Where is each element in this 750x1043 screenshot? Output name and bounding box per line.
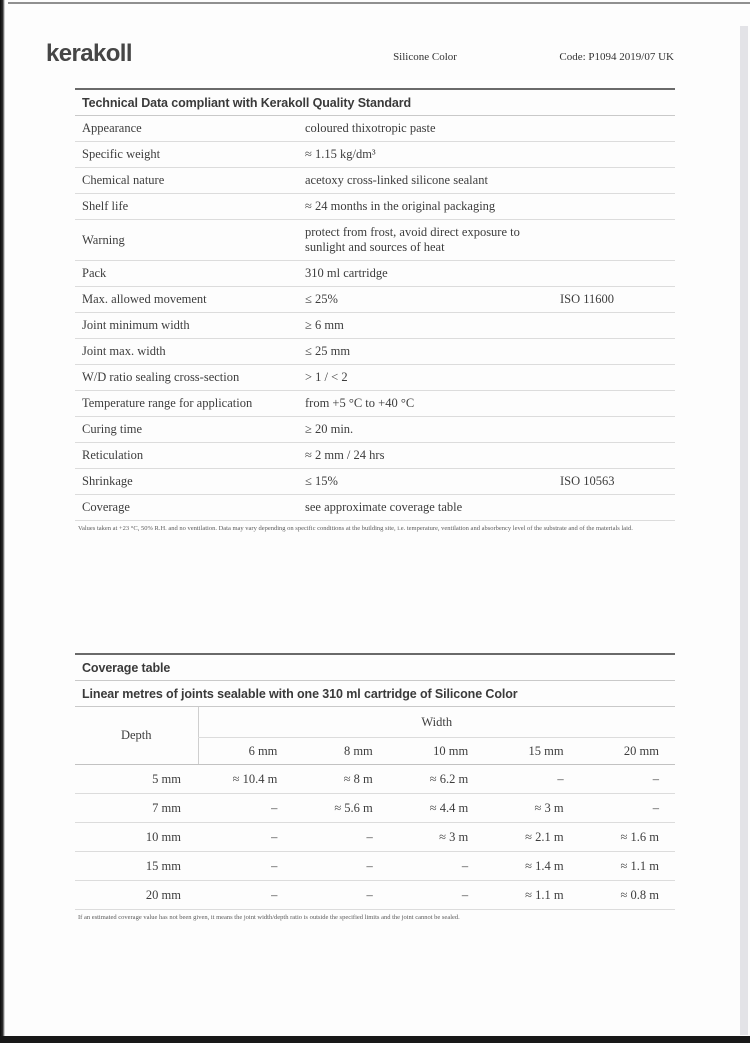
row-label: Reticulation [82, 448, 144, 462]
width-column-header: 20 mm [580, 738, 675, 765]
row-value: see approximate coverage table [305, 500, 463, 514]
depth-label: 7 mm [75, 794, 198, 823]
coverage-cell: ≈ 0.8 m [580, 881, 675, 910]
technical-data-title: Technical Data compliant with Kerakoll Quality Standard [75, 90, 675, 116]
row-label: Specific weight [82, 147, 161, 161]
row-label: Curing time [82, 422, 143, 436]
table-row-shrinkage [75, 469, 675, 495]
coverage-table-title: Coverage table [75, 655, 675, 681]
coverage-row-5mm [75, 765, 675, 794]
row-standard: ISO 10563 [560, 474, 615, 488]
coverage-cell: ≈ 5.6 m [293, 794, 388, 823]
coverage-cell: – [389, 852, 484, 881]
row-value: ≈ 2 mm / 24 hrs [305, 448, 385, 462]
page-content [75, 88, 675, 922]
row-label: Appearance [82, 121, 142, 135]
page-edge-bottom [0, 1036, 750, 1043]
row-value: ≈ 24 months in the original packaging [305, 199, 496, 213]
table-row-specific-weight [75, 142, 675, 168]
coverage-cell: – [580, 794, 675, 823]
coverage-cell: ≈ 6.2 m [389, 765, 484, 794]
row-standard [560, 269, 675, 279]
row-standard: ISO 11600 [560, 292, 615, 306]
row-label: Coverage [82, 500, 130, 514]
page-edge-right [740, 26, 748, 1035]
width-column-header: 6 mm [198, 738, 293, 765]
row-value: > 1 / < 2 [305, 370, 348, 384]
coverage-row-10mm [75, 823, 675, 852]
width-column-header: 8 mm [293, 738, 388, 765]
coverage-table-subtitle: Linear metres of joints sealable with one 310 ml cartridge of Silicone Color [75, 681, 675, 707]
row-standard [560, 235, 675, 245]
depth-label: 5 mm [75, 765, 198, 794]
row-value: protect from frost, avoid direct exposure to sunlight and sources of heat [305, 225, 520, 254]
table-row-shelf-life [75, 194, 675, 220]
coverage-row-7mm [75, 794, 675, 823]
coverage-cell: ≈ 3 m [389, 823, 484, 852]
table-row-joint-max-width [75, 339, 675, 365]
row-value: from +5 °C to +40 °C [305, 396, 415, 410]
table-row-wd-ratio [75, 365, 675, 391]
coverage-cell: ≈ 1.1 m [580, 852, 675, 881]
coverage-cell: – [389, 881, 484, 910]
row-label: Shelf life [82, 199, 129, 213]
row-standard [560, 425, 675, 435]
table-row-curing-time [75, 417, 675, 443]
document-code: Code: P1094 2019/07 UK [559, 51, 674, 63]
depth-header: Depth [75, 707, 198, 765]
row-label: Joint minimum width [82, 318, 190, 332]
table-row-temperature-range [75, 391, 675, 417]
table-row-chemical-nature [75, 168, 675, 194]
depth-label: 20 mm [75, 881, 198, 910]
row-standard [560, 150, 675, 160]
document-title: Silicone Color [393, 51, 457, 63]
coverage-table-section [75, 653, 675, 922]
coverage-cell: – [198, 881, 293, 910]
coverage-table-footnote: If an estimated coverage value has not been given, it means the joint width/depth ratio is outside the specified limits and the joint cannot be sealed. [78, 914, 460, 921]
coverage-cell: ≈ 1.6 m [580, 823, 675, 852]
table-row-pack [75, 261, 675, 287]
row-value: ≤ 25 mm [305, 344, 351, 358]
coverage-cell: ≈ 10.4 m [198, 765, 293, 794]
row-value: ≈ 1.15 kg/dm³ [305, 147, 376, 161]
coverage-cell: – [484, 765, 579, 794]
table-row-warning [75, 220, 675, 261]
row-value: 310 ml cartridge [305, 266, 388, 280]
coverage-cell: ≈ 1.4 m [484, 852, 579, 881]
row-value: coloured thixotropic paste [305, 121, 436, 135]
coverage-cell: ≈ 1.1 m [484, 881, 579, 910]
row-standard [560, 503, 675, 513]
technical-data-footnote: Values taken at +23 °C, 50% R.H. and no ventilation. Data may vary depending on specific conditions at the building site, i.e. temperature, ventilation and absorbency level of the substrate and of the materials laid. [78, 525, 633, 532]
row-standard [560, 347, 675, 357]
coverage-row-20mm [75, 881, 675, 910]
coverage-cell: – [293, 881, 388, 910]
coverage-cell: ≈ 8 m [293, 765, 388, 794]
coverage-table [75, 707, 675, 910]
page-edge-top [8, 2, 750, 4]
row-standard [560, 451, 675, 461]
depth-label: 10 mm [75, 823, 198, 852]
row-standard [560, 202, 675, 212]
depth-label: 15 mm [75, 852, 198, 881]
row-value: acetoxy cross-linked silicone sealant [305, 173, 488, 187]
coverage-cell: ≈ 3 m [484, 794, 579, 823]
row-value: ≤ 15% [305, 474, 338, 488]
page-edge-left [0, 0, 5, 1043]
coverage-cell: ≈ 2.1 m [484, 823, 579, 852]
table-row-reticulation [75, 443, 675, 469]
row-label: Warning [82, 232, 125, 247]
row-standard [560, 321, 675, 331]
table-row-appearance [75, 116, 675, 142]
row-label: Chemical nature [82, 173, 165, 187]
coverage-cell: – [293, 852, 388, 881]
row-label: W/D ratio sealing cross-section [82, 370, 240, 384]
row-value: ≥ 20 min. [305, 422, 354, 436]
row-value: ≤ 25% [305, 292, 338, 306]
width-column-header: 15 mm [484, 738, 579, 765]
coverage-row-15mm [75, 852, 675, 881]
table-row-max-allowed-movement [75, 287, 675, 313]
width-column-header: 10 mm [389, 738, 484, 765]
row-standard [560, 124, 675, 134]
row-label: Shrinkage [82, 474, 133, 488]
coverage-cell: – [580, 765, 675, 794]
coverage-cell: – [293, 823, 388, 852]
row-label: Max. allowed movement [82, 292, 207, 306]
coverage-cell: – [198, 794, 293, 823]
row-standard [560, 399, 675, 409]
row-label: Temperature range for application [82, 396, 253, 410]
table-row-coverage [75, 495, 675, 521]
row-value: ≥ 6 mm [305, 318, 344, 332]
document-header [0, 0, 750, 88]
technical-data-section [75, 88, 675, 533]
kerakoll-logo: kerakoll [46, 40, 132, 67]
width-header: Width [198, 707, 675, 738]
row-standard [560, 373, 675, 383]
coverage-cell: – [198, 852, 293, 881]
row-label: Joint max. width [82, 344, 166, 358]
row-label: Pack [82, 266, 107, 280]
coverage-cell: – [198, 823, 293, 852]
table-row-joint-minimum-width [75, 313, 675, 339]
coverage-cell: ≈ 4.4 m [389, 794, 484, 823]
row-standard [560, 176, 675, 186]
